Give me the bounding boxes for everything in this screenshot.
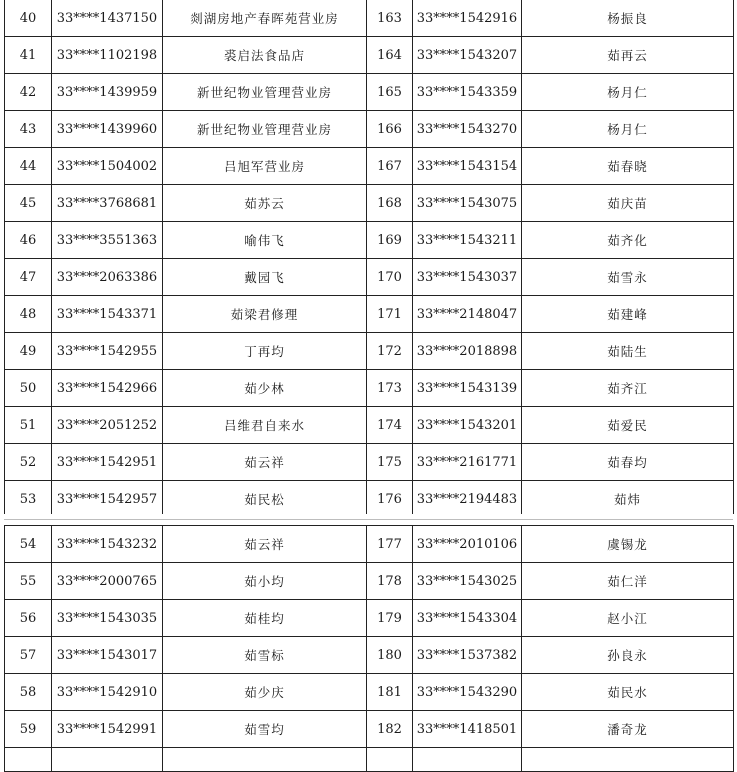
row-number-right: 175: [367, 444, 413, 481]
table-row: [5, 0, 734, 37]
account-id-left: 33****1542951: [52, 444, 163, 481]
row-number-right: 182: [367, 711, 413, 748]
account-id-left: 33****3768681: [52, 185, 163, 222]
account-table-1: [4, 0, 734, 518]
table-body-1: [5, 0, 734, 518]
table-row: [5, 563, 734, 600]
account-name-right: 茹炜: [522, 481, 734, 518]
table-row: [5, 444, 734, 481]
table-row: [5, 259, 734, 296]
table-row: [5, 333, 734, 370]
account-id-left: 33****1542955: [52, 333, 163, 370]
account-name-right: 茹齐江: [522, 370, 734, 407]
account-name-right: 杨月仁: [522, 74, 734, 111]
row-number-right: 180: [367, 637, 413, 674]
account-id-right: 33****1543025: [413, 563, 522, 600]
account-id-left: 33****1542991: [52, 711, 163, 748]
account-id-right: 33****1543139: [413, 370, 522, 407]
account-name-right: 虞锡龙: [522, 526, 734, 563]
account-id-right: 33****1543270: [413, 111, 522, 148]
row-number-right: 165: [367, 74, 413, 111]
account-name-right: 潘奇龙: [522, 711, 734, 748]
table-page-1: [4, 0, 733, 518]
row-number-left: 53: [5, 481, 52, 518]
account-name-left: 茹梁君修理: [163, 296, 367, 333]
account-id-left: 33****1439960: [52, 111, 163, 148]
account-name-left: 剡湖房地产春晖苑营业房: [163, 0, 367, 37]
table-row: [5, 481, 734, 518]
account-id-right: 33****2194483: [413, 481, 522, 518]
account-name-left: 茹云祥: [163, 444, 367, 481]
account-id-left: 33****3551363: [52, 222, 163, 259]
row-number-left: 58: [5, 674, 52, 711]
account-id-left: 33****1542966: [52, 370, 163, 407]
account-id-right: 33****1543304: [413, 600, 522, 637]
account-name-left: 戴园飞: [163, 259, 367, 296]
row-number-left: 51: [5, 407, 52, 444]
row-number-right: 177: [367, 526, 413, 563]
row-number-left: 52: [5, 444, 52, 481]
table-row: [5, 407, 734, 444]
account-id-right: 33****1543154: [413, 148, 522, 185]
table-row: [5, 296, 734, 333]
row-number-right: 176: [367, 481, 413, 518]
account-name-left: 茹少庆: [163, 674, 367, 711]
account-name-right: 孙良永: [522, 637, 734, 674]
account-name-left: 茹苏云: [163, 185, 367, 222]
row-number-right: 171: [367, 296, 413, 333]
account-name-right: 茹仁洋: [522, 563, 734, 600]
account-name-left: 吕维君自来水: [163, 407, 367, 444]
account-name-right: 杨振良: [522, 0, 734, 37]
account-name-right: 茹陆生: [522, 333, 734, 370]
table-row: [5, 748, 734, 772]
table-row: [5, 526, 734, 563]
page-break: [0, 514, 737, 525]
account-name-right: 杨月仁: [522, 111, 734, 148]
row-number-left: 40: [5, 0, 52, 37]
account-name-left: 茹雪均: [163, 711, 367, 748]
table-row: [5, 37, 734, 74]
account-name-right: [522, 748, 734, 772]
account-name-left: 茹桂均: [163, 600, 367, 637]
table-row: [5, 370, 734, 407]
account-id-left: 33****1543371: [52, 296, 163, 333]
account-id-left: 33****1543017: [52, 637, 163, 674]
account-id-right: 33****1543359: [413, 74, 522, 111]
account-name-right: 茹春晓: [522, 148, 734, 185]
row-number-left: 41: [5, 37, 52, 74]
account-id-right: 33****1543201: [413, 407, 522, 444]
row-number-right: 178: [367, 563, 413, 600]
account-name-left: 茹雪标: [163, 637, 367, 674]
account-name-right: 茹爱民: [522, 407, 734, 444]
account-name-right: 茹再云: [522, 37, 734, 74]
row-number-left: 49: [5, 333, 52, 370]
table-row: [5, 148, 734, 185]
account-id-left: 33****1542957: [52, 481, 163, 518]
account-name-left: 喻伟飞: [163, 222, 367, 259]
account-name-left: 茹小均: [163, 563, 367, 600]
account-name-right: 赵小江: [522, 600, 734, 637]
account-id-left: 33****1437150: [52, 0, 163, 37]
account-name-left: [163, 748, 367, 772]
account-name-right: 茹民水: [522, 674, 734, 711]
account-name-right: 茹庆苗: [522, 185, 734, 222]
table-row: [5, 222, 734, 259]
account-name-left: 丁再均: [163, 333, 367, 370]
row-number-left: 56: [5, 600, 52, 637]
row-number-right: 169: [367, 222, 413, 259]
account-name-left: 茹民松: [163, 481, 367, 518]
account-name-left: 新世纪物业管理营业房: [163, 111, 367, 148]
account-id-right: 33****1542916: [413, 0, 522, 37]
table-row: [5, 111, 734, 148]
account-name-left: 裘启法食品店: [163, 37, 367, 74]
account-name-right: 茹齐化: [522, 222, 734, 259]
row-number-right: 173: [367, 370, 413, 407]
account-name-right: 茹春均: [522, 444, 734, 481]
account-id-right: 33****1543290: [413, 674, 522, 711]
account-id-left: 33****2000765: [52, 563, 163, 600]
account-id-left: 33****1504002: [52, 148, 163, 185]
table-row: [5, 674, 734, 711]
table-row: [5, 711, 734, 748]
row-number-left: 50: [5, 370, 52, 407]
account-id-left: 33****1543232: [52, 526, 163, 563]
row-number-right: 172: [367, 333, 413, 370]
account-name-left: 吕旭军营业房: [163, 148, 367, 185]
row-number-left: 57: [5, 637, 52, 674]
account-id-right: [413, 748, 522, 772]
row-number-left: 59: [5, 711, 52, 748]
row-number-right: 163: [367, 0, 413, 37]
row-number-right: 181: [367, 674, 413, 711]
table-page-2: [4, 525, 733, 772]
row-number-left: 54: [5, 526, 52, 563]
account-id-right: 33****2148047: [413, 296, 522, 333]
row-number-right: 179: [367, 600, 413, 637]
table-row: [5, 74, 734, 111]
account-id-right: 33****2010106: [413, 526, 522, 563]
row-number-left: 47: [5, 259, 52, 296]
page-break-line: [4, 519, 733, 520]
account-id-left: [52, 748, 163, 772]
row-number-left: [5, 748, 52, 772]
row-number-right: 170: [367, 259, 413, 296]
table-row: [5, 600, 734, 637]
account-id-left: 33****1439959: [52, 74, 163, 111]
row-number-right: 174: [367, 407, 413, 444]
account-id-right: 33****1418501: [413, 711, 522, 748]
account-id-right: 33****1543075: [413, 185, 522, 222]
account-id-right: 33****1543207: [413, 37, 522, 74]
account-id-left: 33****2051252: [52, 407, 163, 444]
table-body-2: [5, 526, 734, 772]
account-id-right: 33****1543037: [413, 259, 522, 296]
row-number-left: 44: [5, 148, 52, 185]
row-number-right: 166: [367, 111, 413, 148]
table-row: [5, 637, 734, 674]
row-number-left: 43: [5, 111, 52, 148]
account-name-right: 茹雪永: [522, 259, 734, 296]
account-id-right: 33****1543211: [413, 222, 522, 259]
account-id-left: 33****2063386: [52, 259, 163, 296]
row-number-left: 42: [5, 74, 52, 111]
account-name-left: 茹云祥: [163, 526, 367, 563]
account-name-left: 新世纪物业管理营业房: [163, 74, 367, 111]
account-id-right: 33****1537382: [413, 637, 522, 674]
row-number-left: 55: [5, 563, 52, 600]
row-number-right: 168: [367, 185, 413, 222]
account-name-left: 茹少林: [163, 370, 367, 407]
row-number-left: 46: [5, 222, 52, 259]
row-number-right: 167: [367, 148, 413, 185]
account-id-left: 33****1102198: [52, 37, 163, 74]
row-number-right: [367, 748, 413, 772]
account-table-2: [4, 525, 734, 772]
row-number-left: 45: [5, 185, 52, 222]
row-number-left: 48: [5, 296, 52, 333]
table-row: [5, 185, 734, 222]
account-id-right: 33****2018898: [413, 333, 522, 370]
account-id-right: 33****2161771: [413, 444, 522, 481]
account-id-left: 33****1542910: [52, 674, 163, 711]
row-number-right: 164: [367, 37, 413, 74]
account-name-right: 茹建峰: [522, 296, 734, 333]
account-id-left: 33****1543035: [52, 600, 163, 637]
